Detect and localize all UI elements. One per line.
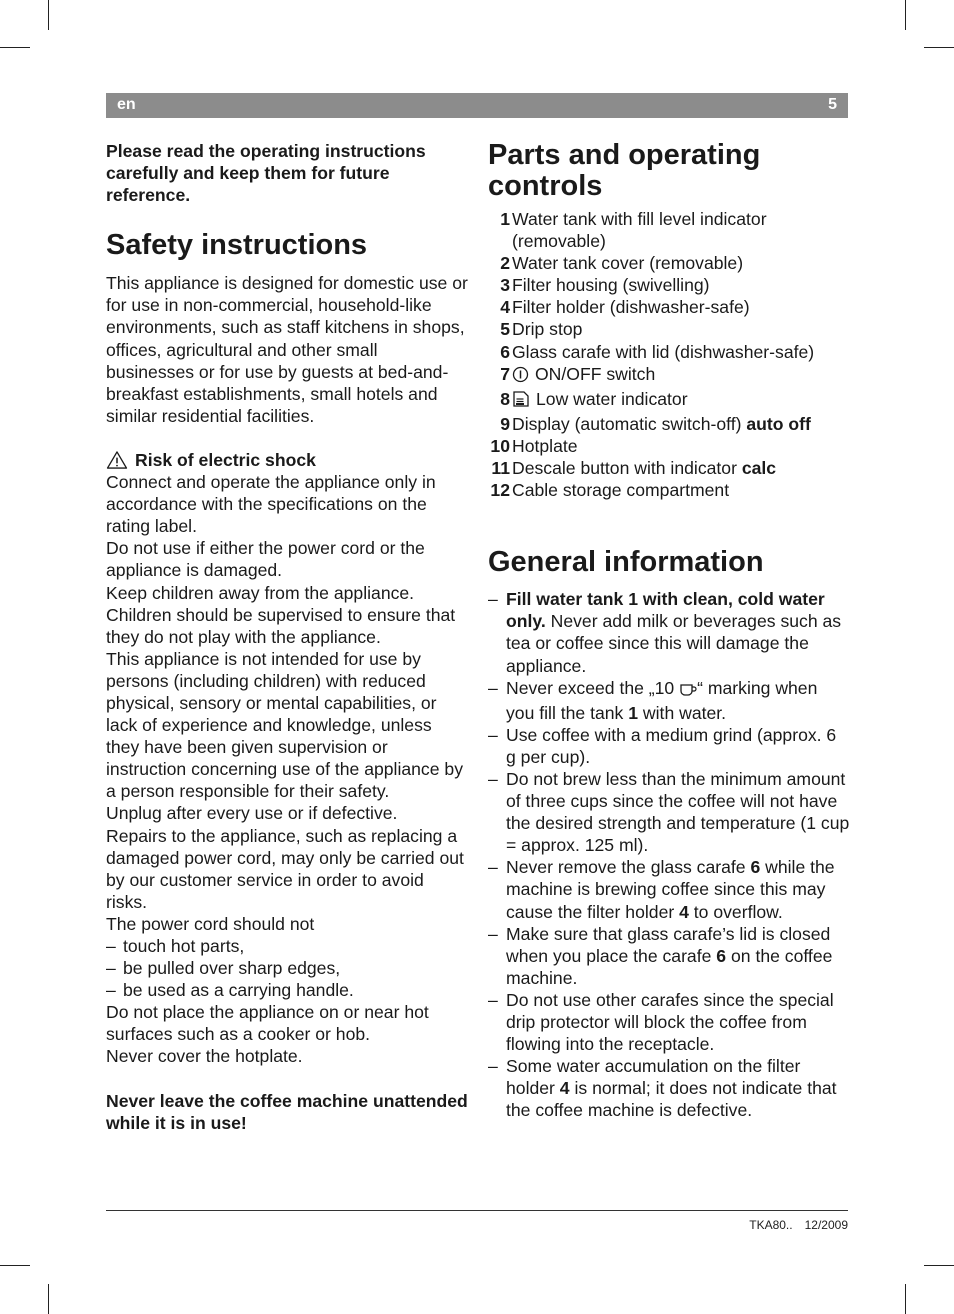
general-item <box>488 1055 850 1121</box>
general-item <box>488 768 850 856</box>
part-number: 12 <box>490 480 510 501</box>
safety-paragraph: Children should be supervised to ensure that they do not play with the appliance. <box>106 604 456 647</box>
general-text: Do not brew less than the minimum amount of three cups since the coffee will not have the desired strength and temperature (1 cup = approx. 125 ml). <box>506 768 850 856</box>
general-text: 1 <box>628 702 639 723</box>
general-item <box>488 989 850 1055</box>
risk-heading <box>106 449 468 471</box>
part-label: Descale button with indicator <box>512 458 742 479</box>
general-title: General information <box>488 546 764 579</box>
general-text: Do not use other carafes since the special drip protector will block the coffee from flowing into the receptacle. <box>506 989 834 1055</box>
general-item <box>488 856 850 922</box>
crop-mark <box>905 1284 906 1314</box>
crop-mark <box>924 47 954 48</box>
part-label-bold: auto off <box>746 413 811 434</box>
part-number: 7 <box>500 363 510 384</box>
general-text: to overflow. <box>688 901 783 922</box>
part-text <box>512 435 850 457</box>
general-text: Never remove the glass carafe <box>506 857 751 878</box>
general-text: Some water accumulation on the filter holder <box>506 1056 801 1099</box>
part-text <box>512 457 850 479</box>
crop-mark <box>0 47 30 48</box>
general-text: Never add milk or beverages such as tea or coffee since this will damage the appliance. <box>506 611 842 676</box>
crop-mark <box>905 0 906 30</box>
risk-heading-label: Risk of electric shock <box>135 449 316 470</box>
list-item: – touch hot parts, <box>106 935 468 957</box>
safety-paragraph: Keep children away from the appliance. <box>106 582 415 603</box>
part-text <box>512 208 850 252</box>
safety-paragraph: Repairs to the appliance, such as replacing a damaged power cord, may only be carried out by our customer service in order to avoid risks. <box>106 825 464 912</box>
general-text: “ marking when you fill the tank <box>506 677 818 723</box>
part-label: Water tank with fill level indicator (removable) <box>512 209 767 252</box>
general-text: on the coffee machine. <box>506 945 833 988</box>
water-tank-icon <box>512 390 530 413</box>
intro-note: Please read the operating instructions carefully and keep them for future reference. <box>106 141 426 206</box>
part-label: Filter holder (dishwasher-safe) <box>512 297 750 318</box>
footer-rule <box>106 1210 848 1211</box>
part-number: 4 <box>500 297 510 318</box>
part-number: 2 <box>500 253 510 274</box>
safety-paragraph: The power cord should not <box>106 913 315 934</box>
safety-intro: This appliance is designed for domestic use or for use in non-commercial, household-like environments, such as staff kitchens in shops, offices, agricultural and other small businesses or for use by guests at bed-and-breakfast establishments, small hotels and similar residential facilities. <box>106 273 468 426</box>
safety-paragraph: Do not place the appliance on or near hot surfaces such as a cooker or hob. <box>106 1002 429 1045</box>
page-header-bar <box>106 93 848 118</box>
part-text <box>512 363 850 388</box>
power-icon <box>512 366 529 388</box>
crop-mark <box>48 1284 49 1314</box>
list-item: – be used as a carrying handle. <box>106 979 468 1001</box>
part-label: Filter housing (swivelling) <box>512 275 710 296</box>
footer-model: TKA80.. <box>749 1218 793 1232</box>
general-text: Fill water tank 1 with clean, cold water only. <box>506 589 825 632</box>
part-number: 11 <box>491 458 510 479</box>
language-code: en <box>117 96 136 113</box>
cord-list <box>106 935 468 1001</box>
part-text <box>512 413 850 435</box>
general-text: 6 <box>716 945 727 966</box>
crop-mark <box>0 1265 30 1266</box>
safety-paragraph: Do not use if either the power cord or the appliance is damaged. <box>106 538 425 581</box>
part-item <box>488 435 850 457</box>
general-text: 6 <box>750 857 761 878</box>
part-item <box>488 341 850 363</box>
list-item: – be pulled over sharp edges, <box>106 957 468 979</box>
parts-list <box>488 208 850 501</box>
general-item <box>488 724 850 768</box>
cup-icon <box>679 680 697 702</box>
footer <box>749 1218 848 1232</box>
part-item <box>488 479 850 501</box>
general-text: with water. <box>638 702 727 723</box>
part-item <box>488 457 850 479</box>
part-item <box>488 274 850 296</box>
part-item <box>488 318 850 340</box>
part-label: ON/OFF switch <box>535 363 656 384</box>
part-number: 9 <box>500 413 510 434</box>
part-number: 1 <box>500 209 510 229</box>
final-warning: Never leave the coffee machine unattended while it is in use! <box>106 1090 468 1133</box>
part-item <box>488 252 850 274</box>
left-column <box>106 140 468 1134</box>
part-number: 6 <box>500 341 510 362</box>
warning-triangle-icon <box>106 451 128 469</box>
general-list <box>488 588 850 1121</box>
part-text <box>512 274 850 296</box>
general-item <box>488 677 850 724</box>
general-text: Never exceed the „10 <box>506 677 680 698</box>
part-label: Cable storage compartment <box>512 480 730 501</box>
part-text <box>512 252 850 274</box>
general-text: is normal; it does not indicate that the coffee machine is defective. <box>506 1078 837 1121</box>
general-text: 4 <box>559 1078 570 1099</box>
footer-date: 12/2009 <box>804 1218 848 1232</box>
right-column <box>488 140 850 1121</box>
part-label-bold: calc <box>741 458 777 479</box>
part-label: Glass carafe with lid (dishwasher-safe) <box>512 341 815 362</box>
part-label: Water tank cover (removable) <box>512 253 744 274</box>
safety-paragraph: Never cover the hotplate. <box>106 1046 303 1067</box>
part-item <box>488 388 850 413</box>
general-text: Use coffee with a medium grind (approx. 6 g per cup). <box>506 724 837 767</box>
safety-title: Safety instructions <box>106 229 368 262</box>
part-item <box>488 208 850 252</box>
safety-paragraph: Connect and operate the appliance only in accordance with the specifications on the rating label. <box>106 472 436 537</box>
safety-paragraphs <box>106 471 468 935</box>
part-text <box>512 341 850 363</box>
part-item <box>488 363 850 388</box>
part-item <box>488 413 850 435</box>
part-text <box>512 318 850 340</box>
general-item <box>488 588 850 676</box>
part-number: 8 <box>500 388 510 409</box>
part-text <box>512 479 850 501</box>
safety-paragraphs-after <box>106 1001 468 1067</box>
part-number: 3 <box>500 275 510 296</box>
part-text <box>512 296 850 318</box>
general-text: 4 <box>679 901 689 922</box>
part-label: Display (automatic switch-off) <box>512 413 747 434</box>
general-text: Make sure that glass carafe’s lid is closed when you place the carafe <box>506 923 831 966</box>
part-label: Hotplate <box>512 435 578 456</box>
safety-paragraph: Unplug after every use or if defective. <box>106 803 398 824</box>
part-label: Drip stop <box>512 319 583 340</box>
part-number: 10 <box>490 435 510 456</box>
safety-paragraph: This appliance is not intended for use by persons (including children) with reduced physical, sensory or mental capabilities, or lack of experience and knowledge, unless they have been given supervision or instruction concerning use of the appliance by a person responsible for their safety. <box>106 648 463 802</box>
crop-mark <box>924 1265 954 1266</box>
parts-title: Parts and operating controls <box>488 139 761 202</box>
crop-mark <box>48 0 49 30</box>
general-item <box>488 923 850 989</box>
general-text: while the machine is brewing coffee since this may cause the filter holder <box>506 857 835 922</box>
part-item <box>488 296 850 318</box>
page-number: 5 <box>828 96 837 113</box>
part-text <box>512 388 850 413</box>
part-label: Low water indicator <box>536 388 688 409</box>
part-number: 5 <box>500 319 510 340</box>
